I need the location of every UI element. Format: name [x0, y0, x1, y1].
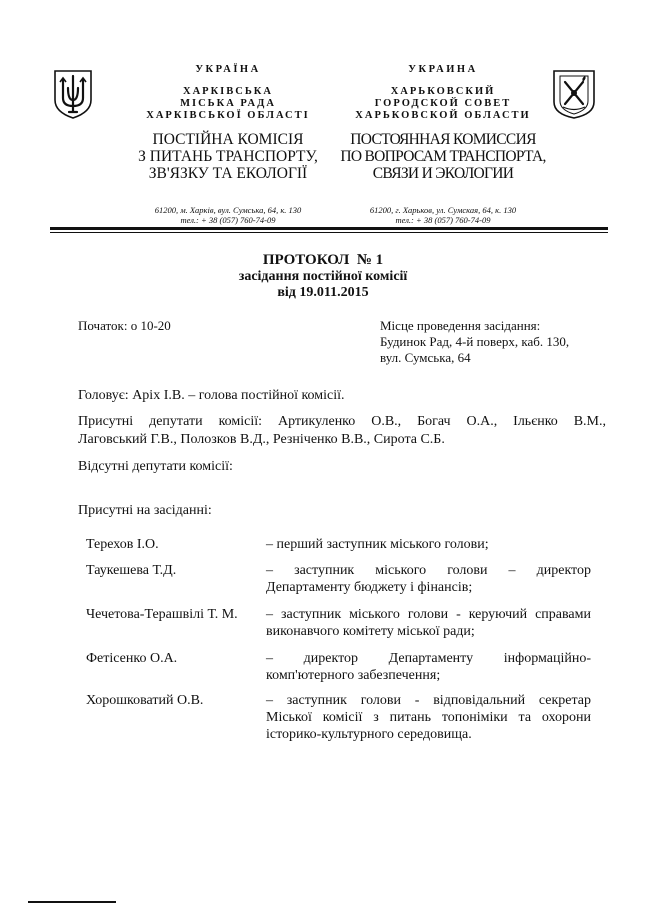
attendee-name: Таукешева Т.Д. [86, 563, 177, 578]
header-right-committee: ПОСТОЯННАЯ КОМИССИЯ ПО ВОПРОСАМ ТРАНСПОРТА, СВЯЗИ И ЭКОЛОГИИ [340, 131, 546, 182]
header-right-council: ХАРЬКОВСКИЙ ГОРОДСКОЙ СОВЕТ ХАРЬКОВСКОЙ ОБЛАСТИ [355, 86, 531, 121]
attendee-role: – заступник міського голови – директор Департаменту бюджету і фінансів; [266, 563, 591, 595]
ukraine-trident-icon [52, 68, 94, 120]
attendee-role: – заступник міського голови - керуючий справами виконавчого комітету міської ради; [266, 607, 591, 639]
footer-divider [28, 901, 116, 903]
header-left-address: 61200, м. Харків, вул. Сумська, 64, к. 130 тел.: + 38 (057) 760-74-09 [154, 205, 302, 225]
meeting-venue: Місце проведення засідання: Будинок Рад, 4-й поверх, каб. 130, вул. Сумська, 64 [380, 318, 570, 365]
present-deputies-line1: Присутні депутати комісії: Артикуленко О.В., Богач О.А., Ільєнко В.М., [78, 414, 606, 429]
header-left-committee: ПОСТІЙНА КОМІСІЯ З ПИТАНЬ ТРАНСПОРТУ, ЗВ'ЯЗКУ ТА ЕКОЛОГІЇ [138, 131, 318, 182]
attendee-name: Чечетова-Терашвілі Т. М. [86, 607, 238, 622]
attendee-role: – перший заступник міського голови; [266, 537, 489, 552]
attendee-name: Хорошковатий О.В. [86, 693, 204, 708]
header-divider-thin [50, 232, 608, 233]
present-deputies-line2: Лаговський Г.В., Полозков В.Д., Резніченко В.В., Сирота С.Б. [78, 432, 445, 447]
header-left-council: ХАРКІВСЬКА МІСЬКА РАДА ХАРКІВСЬКОЇ ОБЛАСТІ [146, 86, 310, 121]
attendee-name: Фетісенко О.А. [86, 651, 178, 666]
header-left-country: УКРАЇНА [195, 64, 261, 75]
attendee-name: Терехов І.О. [86, 537, 159, 552]
attendee-role: – заступник голови - відповідальний секретар Міської комісії з питань топоніміки та охорони історико-культурного середовища. [266, 693, 591, 742]
header-right-address: 61200, г. Харьков, ул. Сумская, 64, к. 130 тел.: + 38 (057) 760-74-09 [369, 205, 517, 225]
header-right-country: УКРАИНА [408, 64, 478, 75]
chair-line: Головує: Аріх І.В. – голова постійної комісії. [78, 388, 345, 403]
header-divider-thick [50, 227, 608, 230]
attendees-heading: Присутні на засіданні: [78, 503, 212, 518]
kharkiv-coat-of-arms-icon [551, 68, 597, 120]
protocol-title: ПРОТОКОЛ № 1 засідання постійної комісії від 19.011.2015 [238, 252, 408, 300]
meeting-start-time: Початок: о 10-20 [78, 318, 171, 333]
attendee-role: – директор Департаменту інформаційно- комп'ютерного забезпечення; [266, 651, 591, 683]
absent-deputies: Відсутні депутати комісії: [78, 459, 233, 474]
